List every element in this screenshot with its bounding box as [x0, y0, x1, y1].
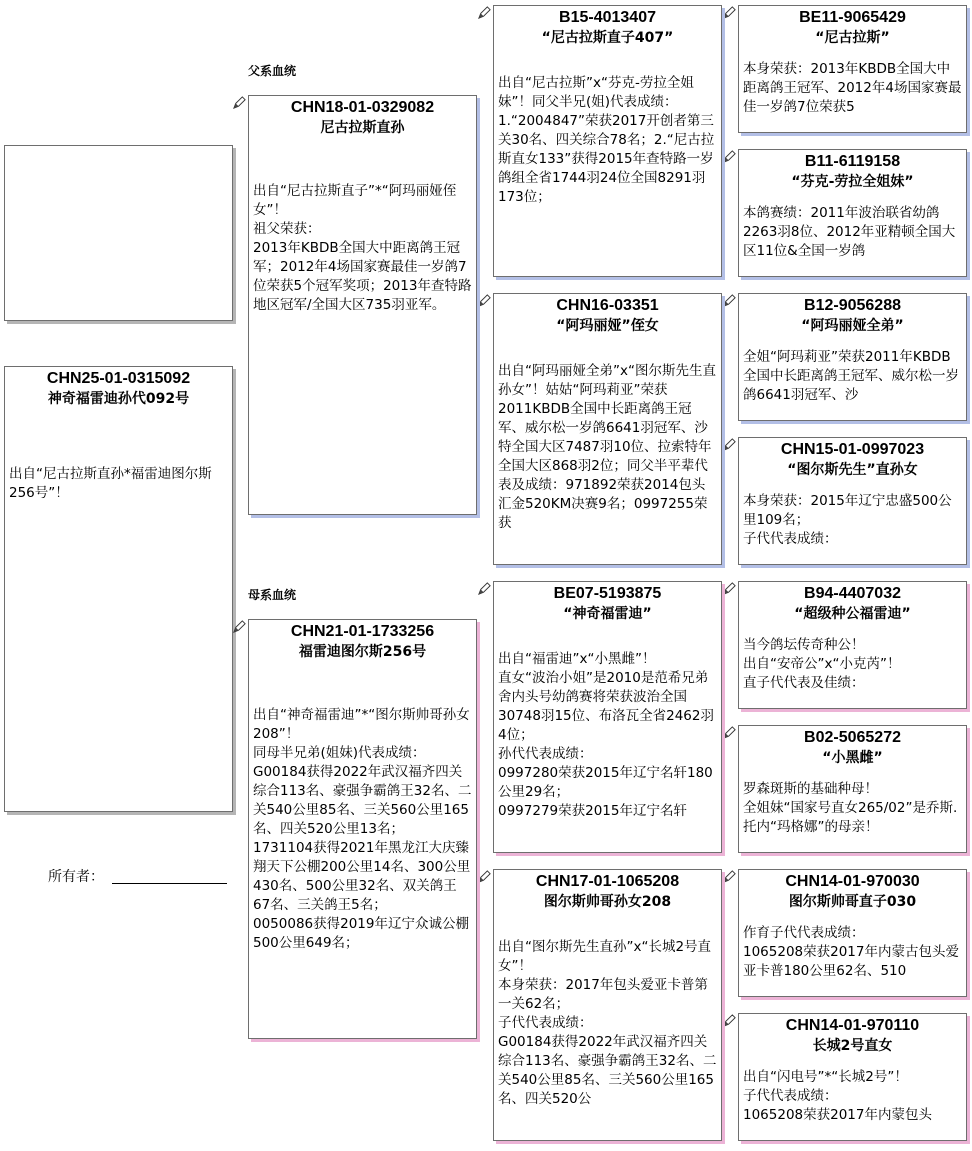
sds-ring-id: B12-9056288 [804, 297, 901, 314]
pencil-icon[interactable] [477, 581, 492, 596]
pencil-icon[interactable] [722, 581, 737, 596]
dam-desc: 出自“神奇福雷迪”*“图尔斯帅哥孙女208”！ 同母半兄弟(姐妹)代表成绩： G00184获得2022年武汉福齐四关综合113名、豪强争霸鸽王32名、二关540公里85名、三关560公里165名、四关520公里13名； 1731104获得2021年黑龙江大庆臻翔天下公棚200公里14名、300公里430名、500公里32名、双关鸽王67名、三关鸽王5名； 0050086获得2019年辽宁众诚公棚500公里649名； [253, 707, 472, 951]
dsd-ring-id: B02-5065272 [804, 729, 901, 746]
sire-card[interactable] [248, 95, 477, 515]
sdd-desc: 本身荣获：2015年辽宁忠盛500公里109名； 子代代表成绩： [743, 493, 952, 547]
dds-name: 图尔斯帅哥直子030 [788, 894, 917, 910]
dam-sire-ring-id: BE07-5193875 [553, 585, 662, 602]
sire-desc: 出自“尼古拉斯直子”*“阿玛丽娅侄女”！ 祖父荣获： 2013年KBDB全国大中距离鸽王冠军；2012年4场国家赛最佳一岁鸽7位荣获5个冠军奖项；2013年查特路地区冠军/全国大区735羽亚军。 [253, 183, 472, 313]
sss-desc: 本身荣获：2013年KBDB全国大中距离鸽王冠军、2012年4场国家赛最佳一岁鸽7位荣获5 [743, 61, 962, 115]
sire-dam-name: “阿玛丽娅”侄女 [556, 318, 659, 334]
sdd-name: “图尔斯先生”直孙女 [787, 462, 918, 478]
ddd-desc: 出自“闪电号”*“长城2号”！ 子代代表成绩： 1065208荣获2017年内蒙包头 [743, 1069, 932, 1123]
paternal-line-label: 父系血统 [248, 64, 297, 78]
ddd-card[interactable] [738, 1013, 967, 1141]
sire-dam-ring-id: CHN16-03351 [556, 297, 659, 314]
dsd-card[interactable] [738, 725, 967, 853]
sdd-card[interactable] [738, 437, 967, 565]
ssd-name: “芬克-劳拉全姐妹” [791, 174, 914, 190]
pencil-icon[interactable] [722, 725, 737, 740]
pencil-icon[interactable] [722, 293, 737, 308]
dds-card[interactable] [738, 869, 967, 997]
ddd-ring-id: CHN14-01-970110 [785, 1017, 920, 1034]
sds-card[interactable] [738, 293, 967, 421]
photo-placeholder[interactable] [4, 145, 233, 321]
dam-sire-card[interactable] [493, 581, 722, 853]
pencil-icon[interactable] [722, 869, 737, 884]
pencil-icon[interactable] [232, 95, 247, 110]
pencil-icon[interactable] [232, 619, 247, 634]
ssd-ring-id: B11-6119158 [804, 153, 901, 170]
subject-ring-id: CHN25-01-0315092 [46, 370, 191, 387]
sire-name: 尼古拉斯直孙 [320, 120, 405, 136]
pencil-icon[interactable] [477, 869, 492, 884]
sire-dam-card[interactable] [493, 293, 722, 565]
dam-dam-card[interactable] [493, 869, 722, 1141]
sss-name: “尼古拉斯” [815, 30, 890, 46]
dss-ring-id: B94-4407032 [804, 585, 901, 602]
sire-sire-card[interactable] [493, 5, 722, 277]
maternal-line-label: 母系血统 [248, 588, 297, 602]
pencil-icon[interactable] [477, 293, 492, 308]
dam-dam-ring-id: CHN17-01-1065208 [535, 873, 680, 890]
subject-name: 神奇福雷迪孙代092号 [47, 391, 190, 407]
dam-dam-desc: 出自“图尔斯先生直孙”x“长城2号直女”！ 本身荣获：2017年包头爱亚卡普第一关62名； 子代代表成绩： G00184获得2022年武汉福齐四关综合113名、豪强争霸鸽王32名、二关540公里85名、三关560公里165名、四关520公 [498, 939, 717, 1107]
sire-sire-ring-id: B15-4013407 [559, 9, 656, 26]
sss-ring-id: BE11-9065429 [799, 9, 906, 26]
dds-ring-id: CHN14-01-970030 [785, 873, 920, 890]
sire-ring-id: CHN18-01-0329082 [290, 99, 435, 116]
dsd-name: “小黑雌” [822, 750, 883, 766]
sire-sire-desc: 出自“尼古拉斯”x“芬克-劳拉全姐妹”！同父半兄(姐)代表成绩：1.“2004847”荣获2017开创者第三关30名、四关综合78名；2.“尼古拉斯直女133”获得2015年查特路一岁鸽组全省1744羽24位全国8291羽173位； [498, 75, 715, 205]
pencil-icon[interactable] [722, 5, 737, 20]
pencil-icon[interactable] [722, 1013, 737, 1028]
ssd-desc: 本鸽赛绩：2011年波治联省幼鸽2263羽8位、2012年亚精顿全国大区11位&全国一岁鸽 [743, 205, 956, 259]
dam-card[interactable] [248, 619, 477, 1039]
pencil-icon[interactable] [722, 149, 737, 164]
subject-card[interactable] [4, 366, 233, 812]
dss-name: “超级种公福雷迪” [794, 606, 911, 622]
owner-field[interactable] [112, 883, 227, 884]
sdd-ring-id: CHN15-01-0997023 [780, 441, 925, 458]
dss-desc: 当今鸽坛传奇种公！ 出自“安帝公”x“小克芮”！ 直子代代表及佳绩： [743, 637, 901, 691]
sire-sire-name: “尼古拉斯直子407” [541, 30, 674, 46]
dam-sire-desc: 出自“福雷迪”x“小黑雌”！ 直女“波治小姐”是2010是范希兄弟舍内头号幼鸽赛将荣获波治全国30748羽15位、布洛瓦全省2462羽4位； 孙代代表成绩： 0997280荣获2015年辽宁名轩180公里29名； 0997279荣获2015年辽宁名轩 [498, 651, 714, 819]
sds-name: “阿玛丽娅全弟” [801, 318, 904, 334]
dds-desc: 作育子代代表成绩： 1065208荣获2017年内蒙古包头爱亚卡普180公里62名、510 [743, 925, 959, 979]
dam-ring-id: CHN21-01-1733256 [290, 623, 435, 640]
sds-desc: 全姐“阿玛莉亚”荣获2011年KBDB全国中长距离鸽王冠军、威尔松一岁鸽6641羽冠军、沙 [743, 349, 959, 403]
pencil-icon[interactable] [477, 5, 492, 20]
dss-card[interactable] [738, 581, 967, 709]
sire-dam-desc: 出自“阿玛丽娅全弟”x“图尔斯先生直孙女”！姑姑“阿玛莉亚”荣获2011KBDB全国中长距离鸽王冠军、威尔松一岁鸽6641羽冠军、沙特全国大区7487羽10位、拉索特年全国大区868羽2位；同父半平辈代表及成绩：971892荣获2014包头汇金520KM决赛9名；0997255荣获 [498, 363, 716, 531]
dam-name: 福雷迪图尔斯256号 [298, 644, 427, 660]
dam-sire-name: “神奇福雷迪” [563, 606, 652, 622]
pencil-icon[interactable] [722, 437, 737, 452]
sss-card[interactable] [738, 5, 967, 133]
ssd-card[interactable] [738, 149, 967, 277]
dam-dam-name: 图尔斯帅哥孙女208 [543, 894, 672, 910]
owner-label: 所有者： [48, 869, 104, 885]
ddd-name: 长城2号直女 [812, 1038, 893, 1054]
dsd-desc: 罗森斑斯的基础种母！ 全姐妹“国家号直女265/02”是乔斯.托内“玛格娜”的母亲！ [743, 781, 958, 835]
subject-desc: 出自“尼古拉斯直孙*福雷迪图尔斯256号”！ [9, 466, 212, 501]
